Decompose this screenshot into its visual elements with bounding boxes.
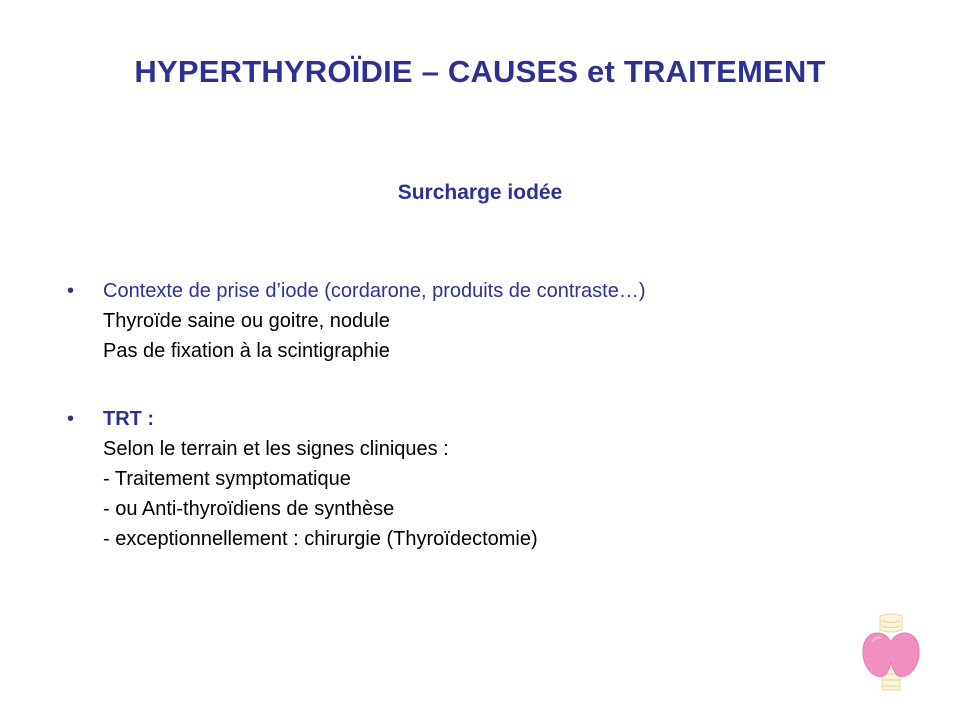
- thyroid-gland-icon: [858, 612, 924, 692]
- bullet-line: Thyroïde saine ou goitre, nodule: [103, 310, 390, 332]
- bullet-line: TRT :: [103, 408, 155, 430]
- bullet-line: - Traitement symptomatique: [103, 468, 351, 490]
- bullet-symbol: •: [67, 280, 75, 302]
- bullet-line: Selon le terrain et les signes cliniques :: [103, 438, 449, 460]
- bullet-symbol: •: [67, 408, 75, 430]
- bullet-line: Pas de fixation à la scintigraphie: [103, 340, 390, 362]
- bullet-line: - exceptionnellement : chirurgie (Thyroïdectomie): [103, 528, 538, 550]
- slide-title: HYPERTHYROÏDIE – CAUSES et TRAITEMENT: [134, 54, 826, 89]
- bullet-line: - ou Anti-thyroïdiens de synthèse: [103, 498, 395, 520]
- bullet-line: Contexte de prise d’iode (cordarone, produits de contraste…): [103, 280, 646, 302]
- slide-subtitle: Surcharge iodée: [397, 181, 563, 204]
